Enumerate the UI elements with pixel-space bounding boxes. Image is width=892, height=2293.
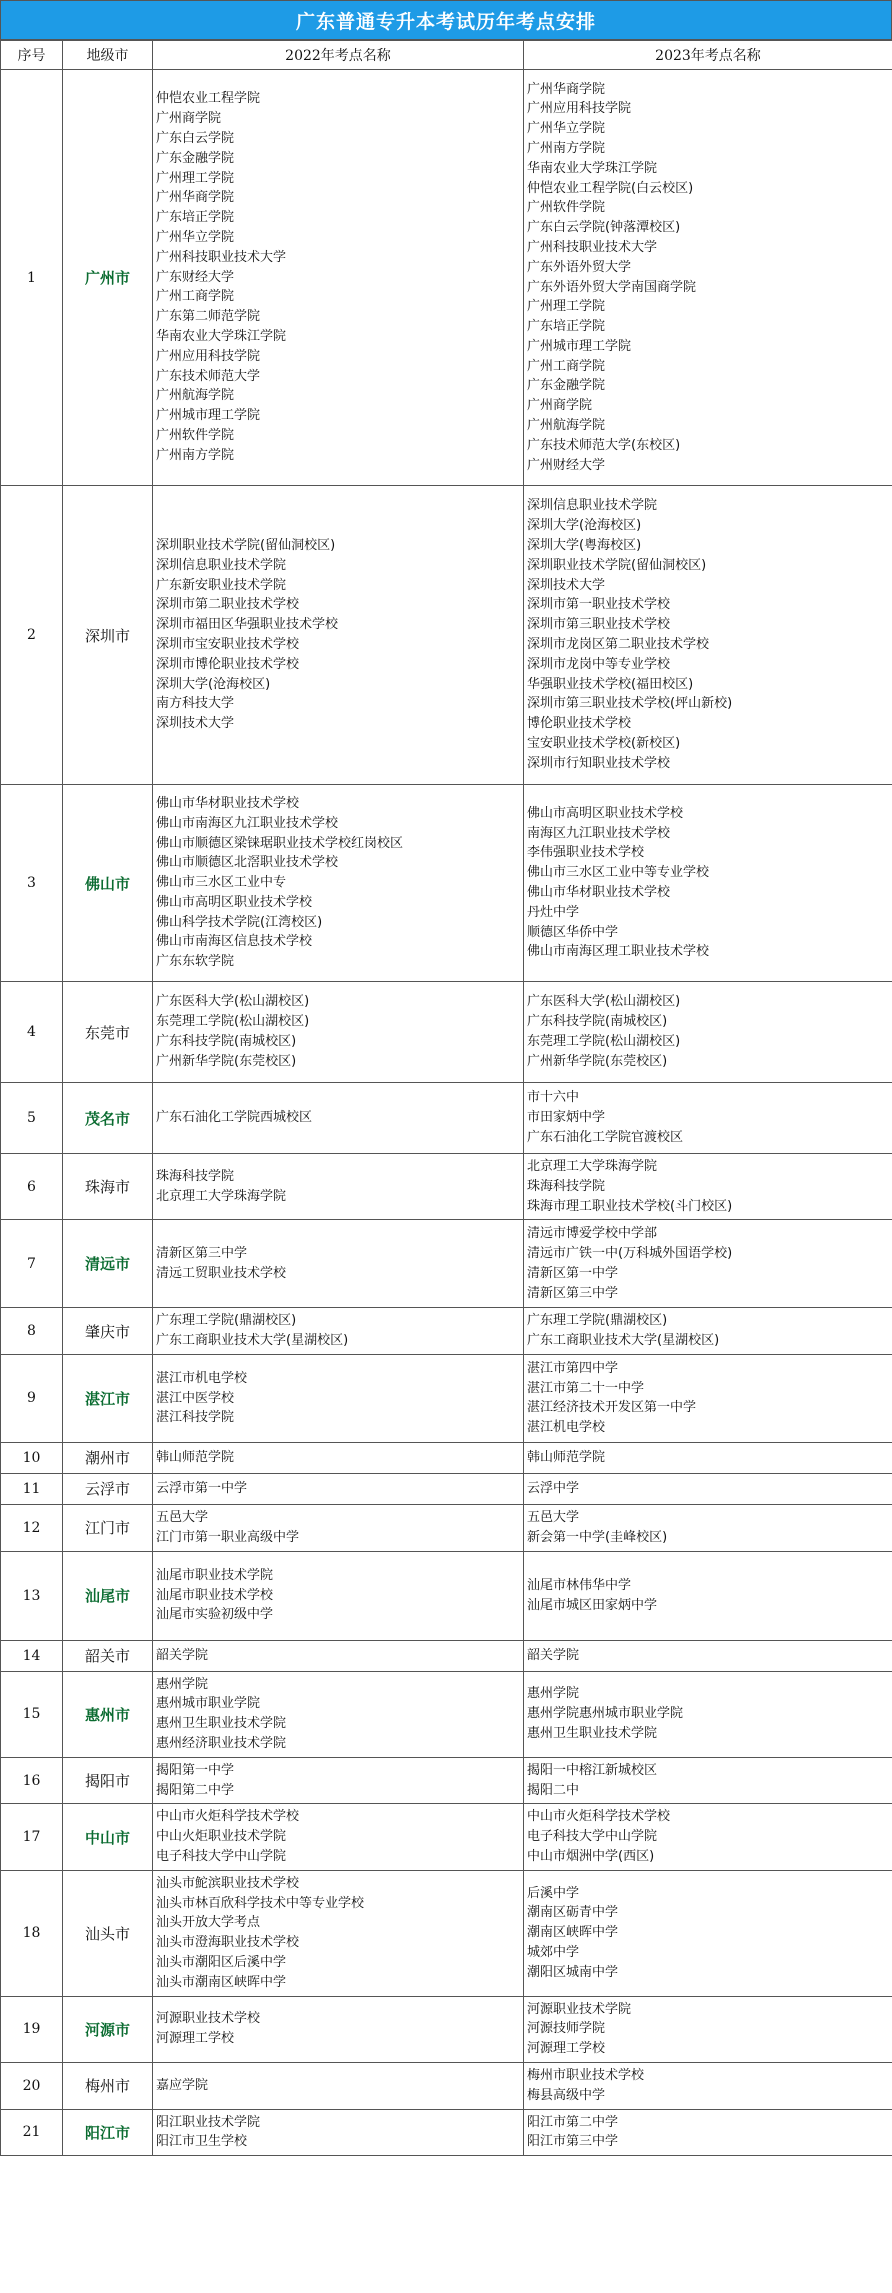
table-row [1, 1220, 892, 1308]
site-name: 河源职业技术学院 [527, 2001, 632, 2017]
table-row [1, 1308, 892, 1355]
site-name: 深圳大学(沧海校区) [156, 676, 271, 692]
site-name: 广东财经大学 [156, 269, 235, 285]
site-name: 广州航海学院 [156, 388, 235, 404]
row-sites-2023 [524, 1640, 892, 1671]
site-name: 汕头市林百欣科学技术中等专业学校 [156, 1895, 365, 1911]
site-name: 河源理工学校 [156, 2031, 235, 2047]
site-name: 梅州市职业技术学校 [527, 2067, 645, 2083]
site-name: 广州软件学院 [156, 427, 235, 443]
table-row [1, 2062, 892, 2109]
row-sites-2022 [153, 1804, 524, 1870]
site-name: 深圳市龙岗中等专业学校 [527, 656, 671, 672]
site-name: 华南农业大学珠江学院 [527, 160, 658, 176]
site-name: 中山市火炬科学技术学校 [156, 1809, 300, 1825]
row-sites-2022 [153, 1442, 524, 1473]
site-name: 深圳信息职业技术学院 [527, 498, 658, 514]
site-name: 云浮中学 [527, 1481, 580, 1497]
header-seq: 序号 [1, 41, 63, 70]
site-name: 湛江市第四中学 [527, 1360, 619, 1376]
site-name: 广州华立学院 [156, 230, 235, 245]
site-name: 揭阳二中 [527, 1782, 580, 1798]
table-row [1, 486, 892, 785]
table-row [1, 1473, 892, 1504]
site-name: 嘉应学院 [156, 2077, 209, 2093]
row-seq: 21 [1, 2109, 63, 2156]
site-name: 广州工商学院 [527, 358, 606, 374]
row-sites-2022 [153, 1473, 524, 1504]
row-city: 江门市 [63, 1504, 153, 1551]
site-name: 广东工商职业技术大学(星湖校区) [527, 1333, 720, 1349]
site-name: 阳江市第二中学 [527, 2114, 619, 2130]
table-row [1, 785, 892, 982]
site-name: 佛山市顺德区梁铼琚职业技术学校红岗校区 [156, 835, 404, 851]
site-name: 仲恺农业工程学院 [156, 91, 261, 107]
row-sites-2023 [524, 70, 892, 486]
site-name: 云浮市第一中学 [156, 1481, 248, 1497]
row-seq: 15 [1, 1671, 63, 1757]
site-name: 佛山市华材职业技术学校 [156, 795, 300, 811]
site-name: 广州华商学院 [156, 190, 235, 206]
page-title: 广东普通专升本考试历年考点安排 [0, 0, 892, 40]
site-name: 湛江中医学校 [156, 1390, 235, 1406]
site-name: 南方科技大学 [156, 696, 235, 712]
row-seq: 14 [1, 1640, 63, 1671]
site-name: 河源职业技术学校 [156, 2011, 261, 2027]
site-name: 华强职业技术学校(福田校区) [527, 676, 694, 692]
table-row [1, 1996, 892, 2062]
site-name: 广州城市理工学院 [527, 338, 632, 354]
row-sites-2022 [153, 1870, 524, 1996]
site-name: 市十六中 [527, 1090, 580, 1106]
row-seq: 3 [1, 785, 63, 982]
row-city: 潮州市 [63, 1442, 153, 1473]
site-name: 汕头市澄海职业技术学校 [156, 1935, 300, 1951]
row-sites-2023 [524, 1671, 892, 1757]
row-sites-2022 [153, 785, 524, 982]
site-name: 河源理工学校 [527, 2041, 606, 2057]
row-sites-2022 [153, 1354, 524, 1442]
site-name: 汕头开放大学考点 [156, 1915, 261, 1931]
row-city: 云浮市 [63, 1473, 153, 1504]
row-city: 广州市 [63, 70, 153, 486]
site-name: 佛山市南海区信息技术学校 [156, 934, 313, 950]
site-name: 湛江市机电学校 [156, 1370, 248, 1386]
site-name: 惠州城市职业学院 [156, 1696, 261, 1712]
site-name: 惠州卫生职业技术学院 [156, 1716, 287, 1732]
row-city: 汕尾市 [63, 1551, 153, 1640]
row-city: 河源市 [63, 1996, 153, 2062]
site-name: 广东医科大学(松山湖校区) [527, 994, 681, 1010]
row-sites-2023 [524, 486, 892, 785]
row-seq: 18 [1, 1870, 63, 1996]
site-name: 深圳职业技术学院(留仙洞校区) [156, 538, 336, 554]
site-name: 深圳市第三职业技术学校 [527, 617, 671, 633]
site-name: 广州理工学院 [527, 299, 606, 315]
site-name: 广州华商学院 [527, 81, 606, 97]
site-name: 阳江市第三中学 [527, 2134, 619, 2150]
table-row [1, 1083, 892, 1154]
row-city: 中山市 [63, 1804, 153, 1870]
site-name: 新会第一中学(圭峰校区) [527, 1529, 668, 1545]
site-name: 五邑大学 [527, 1509, 580, 1525]
row-city: 韶关市 [63, 1640, 153, 1671]
site-name: 博伦职业技术学校 [527, 716, 632, 732]
site-name: 仲恺农业工程学院(白云校区) [527, 180, 694, 196]
site-name: 清远市广铁一中(万科城外国语学校) [527, 1246, 733, 1262]
site-name: 湛江机电学校 [527, 1420, 606, 1436]
site-name: 惠州学院惠州城市职业学院 [527, 1706, 684, 1722]
row-sites-2023 [524, 1870, 892, 1996]
row-seq: 5 [1, 1083, 63, 1154]
site-name: 广州城市理工学院 [156, 408, 261, 424]
row-seq: 1 [1, 70, 63, 486]
site-name: 深圳市福田区华强职业技术学校 [156, 617, 339, 633]
row-seq: 4 [1, 982, 63, 1083]
site-name: 清远工贸职业技术学校 [156, 1265, 287, 1281]
site-name: 汕尾市职业技术学院 [156, 1567, 274, 1583]
table-row [1, 982, 892, 1083]
row-sites-2023 [524, 2109, 892, 2156]
row-sites-2023 [524, 1308, 892, 1355]
row-sites-2023 [524, 1083, 892, 1154]
row-sites-2023 [524, 1551, 892, 1640]
table-row [1, 70, 892, 486]
site-name: 汕尾市城区田家炳中学 [527, 1597, 658, 1613]
site-name: 五邑大学 [156, 1509, 209, 1525]
row-seq: 8 [1, 1308, 63, 1355]
site-name: 汕头市潮南区峡晖中学 [156, 1974, 287, 1990]
row-sites-2022 [153, 1640, 524, 1671]
site-name: 佛山市南海区九江职业技术学校 [156, 815, 339, 831]
site-name: 佛山市三水区工业中专 [156, 875, 287, 891]
row-sites-2022 [153, 1504, 524, 1551]
row-seq: 16 [1, 1757, 63, 1804]
site-name: 广州软件学院 [527, 200, 606, 216]
row-sites-2022 [153, 1154, 524, 1220]
site-name: 电子科技大学中山学院 [527, 1829, 658, 1845]
site-name: 电子科技大学中山学院 [156, 1848, 287, 1864]
row-city: 清远市 [63, 1220, 153, 1308]
row-sites-2023 [524, 785, 892, 982]
table-row [1, 1757, 892, 1804]
site-name: 李伟强职业技术学校 [527, 845, 645, 861]
site-name: 东莞理工学院(松山湖校区) [156, 1014, 310, 1030]
site-name: 广州工商学院 [156, 289, 235, 305]
site-name: 广州商学院 [527, 398, 593, 414]
row-seq: 12 [1, 1504, 63, 1551]
row-city: 揭阳市 [63, 1757, 153, 1804]
row-seq: 20 [1, 2062, 63, 2109]
row-sites-2023 [524, 1757, 892, 1804]
site-name: 惠州经济职业技术学院 [156, 1735, 287, 1751]
site-name: 广州财经大学 [527, 457, 606, 473]
site-name: 深圳信息职业技术学院 [156, 557, 287, 573]
site-name: 珠海科技学院 [156, 1168, 235, 1184]
site-name: 中山市烟洲中学(西区) [527, 1848, 655, 1864]
site-name: 广东培正学院 [527, 319, 606, 335]
row-seq: 13 [1, 1551, 63, 1640]
site-name: 江门市第一职业高级中学 [156, 1529, 300, 1545]
site-name: 潮南区砺青中学 [527, 1905, 619, 1921]
site-name: 深圳市龙岗区第二职业技术学校 [527, 637, 710, 652]
site-name: 梅县高级中学 [527, 2087, 606, 2103]
header-city: 地级市 [63, 41, 153, 70]
site-name: 广东金融学院 [527, 378, 606, 394]
row-city: 东莞市 [63, 982, 153, 1083]
site-name: 韶关学院 [156, 1647, 209, 1663]
site-name: 广州应用科技学院 [527, 101, 632, 117]
site-name: 汕尾市林伟华中学 [527, 1577, 632, 1593]
site-name: 广州航海学院 [527, 418, 606, 434]
row-city: 肇庆市 [63, 1308, 153, 1355]
site-name: 佛山市高明区职业技术学校 [156, 894, 313, 910]
row-sites-2023 [524, 1804, 892, 1870]
site-name: 广东医科大学(松山湖校区) [156, 994, 310, 1010]
site-name: 广东东软学院 [156, 954, 235, 970]
site-name: 深圳市第三职业技术学校(坪山新校) [527, 696, 733, 712]
row-sites-2023 [524, 1220, 892, 1308]
site-name: 广东科技学院(南城校区) [156, 1034, 297, 1049]
row-city: 汕头市 [63, 1870, 153, 1996]
site-name: 广东第二师范学院 [156, 309, 261, 325]
site-name: 广东石油化工学院西城校区 [156, 1110, 313, 1126]
site-name: 广州南方学院 [527, 140, 606, 156]
site-name: 广东石油化工学院官渡校区 [527, 1129, 684, 1145]
site-name: 惠州学院 [156, 1676, 209, 1692]
row-city: 湛江市 [63, 1354, 153, 1442]
row-sites-2022 [153, 70, 524, 486]
table-row [1, 1551, 892, 1640]
site-name: 广东理工学院(鼎湖校区) [156, 1313, 297, 1329]
site-name: 阳江市卫生学校 [156, 2134, 248, 2150]
row-sites-2022 [153, 1671, 524, 1757]
row-seq: 19 [1, 1996, 63, 2062]
table-row [1, 1442, 892, 1473]
row-sites-2022 [153, 1757, 524, 1804]
site-name: 广东外语外贸大学南国商学院 [527, 279, 697, 295]
table-row [1, 1504, 892, 1551]
site-name: 汕尾市职业技术学校 [156, 1587, 274, 1603]
row-sites-2023 [524, 1442, 892, 1473]
site-name: 广东培正学院 [156, 210, 235, 226]
site-name: 广州科技职业技术大学 [156, 249, 287, 265]
site-name: 广东新安职业技术学院 [156, 577, 287, 593]
site-name: 广东科技学院(南城校区) [527, 1014, 668, 1030]
site-name: 中山市火炬科学技术学校 [527, 1809, 671, 1825]
site-name: 东莞理工学院(松山湖校区) [527, 1034, 681, 1049]
site-name: 深圳市第二职业技术学校 [156, 597, 300, 613]
table-row [1, 1804, 892, 1870]
row-city: 惠州市 [63, 1671, 153, 1757]
site-name: 广州商学院 [156, 111, 222, 127]
site-name: 清远市博爱学校中学部 [527, 1226, 658, 1242]
site-name: 揭阳一中榕江新城校区 [527, 1762, 658, 1778]
site-name: 广东工商职业技术大学(星湖校区) [156, 1333, 349, 1349]
row-sites-2023 [524, 2062, 892, 2109]
site-name: 北京理工大学珠海学院 [156, 1188, 287, 1204]
site-name: 广州新华学院(东莞校区) [527, 1053, 668, 1069]
site-name: 城郊中学 [527, 1945, 580, 1961]
row-seq: 10 [1, 1442, 63, 1473]
table-row [1, 1354, 892, 1442]
site-name: 顺德区华侨中学 [527, 924, 619, 940]
site-name: 湛江经济技术开发区第一中学 [527, 1400, 697, 1416]
site-name: 广东外语外贸大学 [527, 259, 632, 275]
row-sites-2023 [524, 982, 892, 1083]
site-name: 广东金融学院 [156, 150, 235, 166]
row-city: 茂名市 [63, 1083, 153, 1154]
site-name: 湛江科技学院 [156, 1410, 235, 1426]
table-row [1, 2109, 892, 2156]
site-name: 华南农业大学珠江学院 [156, 328, 287, 344]
row-sites-2023 [524, 1504, 892, 1551]
site-name: 丹灶中学 [527, 904, 580, 920]
row-city: 梅州市 [63, 2062, 153, 2109]
header-2022: 2022年考点名称 [153, 41, 524, 70]
row-seq: 7 [1, 1220, 63, 1308]
site-name: 深圳职业技术学院(留仙洞校区) [527, 557, 707, 573]
site-name: 深圳市第一职业技术学校 [527, 597, 671, 613]
row-sites-2023 [524, 1354, 892, 1442]
site-name: 深圳技术大学 [527, 577, 606, 593]
site-name: 广州南方学院 [156, 447, 235, 463]
table-header-row [1, 41, 892, 70]
site-name: 河源技师学院 [527, 2021, 606, 2037]
site-name: 佛山市高明区职业技术学校 [527, 805, 684, 821]
row-sites-2023 [524, 1473, 892, 1504]
row-sites-2022 [153, 2062, 524, 2109]
header-2023: 2023年考点名称 [524, 41, 892, 70]
site-name: 揭阳第一中学 [156, 1762, 235, 1778]
site-name: 佛山市顺德区北滘职业技术学校 [156, 855, 339, 871]
site-name: 深圳大学(粤海校区) [527, 538, 642, 554]
table-body [1, 70, 892, 2156]
site-name: 广东理工学院(鼎湖校区) [527, 1313, 668, 1329]
site-name: 汕头市鮀滨职业技术学校 [156, 1875, 300, 1891]
row-seq: 9 [1, 1354, 63, 1442]
site-name: 广东白云学院(钟落潭校区) [527, 220, 681, 236]
site-name: 惠州学院 [527, 1686, 580, 1702]
site-name: 北京理工大学珠海学院 [527, 1159, 658, 1174]
site-name: 潮阳区城南中学 [527, 1964, 619, 1980]
site-name: 南海区九江职业技术学校 [527, 825, 671, 841]
table-row [1, 1154, 892, 1220]
site-name: 珠海市理工职业技术学校(斗门校区) [527, 1198, 733, 1214]
site-name: 揭阳第二中学 [156, 1782, 235, 1798]
site-name: 珠海科技学院 [527, 1178, 606, 1194]
site-name: 深圳市博伦职业技术学校 [156, 656, 300, 672]
row-city: 阳江市 [63, 2109, 153, 2156]
site-name: 深圳市宝安职业技术学校 [156, 637, 300, 652]
site-name: 市田家炳中学 [527, 1110, 606, 1126]
site-name: 广州华立学院 [527, 121, 606, 137]
row-sites-2022 [153, 982, 524, 1083]
row-seq: 17 [1, 1804, 63, 1870]
site-name: 深圳大学(沧海校区) [527, 518, 642, 534]
site-name: 佛山市三水区工业中等专业学校 [527, 865, 710, 881]
row-sites-2022 [153, 1083, 524, 1154]
table-row [1, 1870, 892, 1996]
row-sites-2022 [153, 1220, 524, 1308]
site-name: 佛山科学技术学院(江湾校区) [156, 914, 323, 930]
exam-sites-table [0, 40, 892, 2156]
site-name: 广州科技职业技术大学 [527, 239, 658, 255]
site-name: 清新区第三中学 [527, 1285, 619, 1301]
site-name: 韩山师范学院 [156, 1450, 235, 1466]
site-name: 清新区第一中学 [527, 1265, 619, 1281]
site-name: 潮南区峡晖中学 [527, 1925, 619, 1941]
site-name: 韶关学院 [527, 1647, 580, 1663]
site-name: 佛山市华材职业技术学校 [527, 885, 671, 900]
row-sites-2022 [153, 486, 524, 785]
site-name: 佛山市南海区理工职业技术学校 [527, 944, 710, 960]
table-row [1, 1640, 892, 1671]
site-name: 广州新华学院(东莞校区) [156, 1053, 297, 1069]
site-name: 广东技术师范大学(东校区) [527, 437, 681, 453]
row-sites-2023 [524, 1996, 892, 2062]
table-row [1, 1671, 892, 1757]
row-city: 深圳市 [63, 486, 153, 785]
site-name: 广州应用科技学院 [156, 348, 261, 364]
row-sites-2022 [153, 1996, 524, 2062]
site-name: 清新区第三中学 [156, 1246, 248, 1262]
row-sites-2022 [153, 2109, 524, 2156]
row-seq: 6 [1, 1154, 63, 1220]
site-name: 深圳技术大学 [156, 716, 235, 732]
site-name: 韩山师范学院 [527, 1450, 606, 1466]
row-seq: 11 [1, 1473, 63, 1504]
site-name: 广州理工学院 [156, 170, 235, 186]
site-name: 汕头市潮阳区后溪中学 [156, 1954, 287, 1970]
site-name: 广东白云学院 [156, 131, 235, 147]
site-name: 宝安职业技术学校(新校区) [527, 735, 681, 751]
site-name: 惠州卫生职业技术学院 [527, 1726, 658, 1742]
site-name: 汕尾市实验初级中学 [156, 1607, 274, 1623]
row-city: 佛山市 [63, 785, 153, 982]
row-city: 珠海市 [63, 1154, 153, 1220]
row-sites-2022 [153, 1551, 524, 1640]
site-name: 中山火炬职业技术学院 [156, 1829, 287, 1845]
site-name: 后溪中学 [527, 1885, 580, 1901]
row-seq: 2 [1, 486, 63, 785]
row-sites-2022 [153, 1308, 524, 1355]
site-name: 深圳市行知职业技术学校 [527, 755, 671, 771]
site-name: 阳江职业技术学院 [156, 2114, 261, 2130]
site-name: 湛江市第二十一中学 [527, 1380, 645, 1396]
row-sites-2023 [524, 1154, 892, 1220]
site-name: 广东技术师范大学 [156, 368, 261, 384]
